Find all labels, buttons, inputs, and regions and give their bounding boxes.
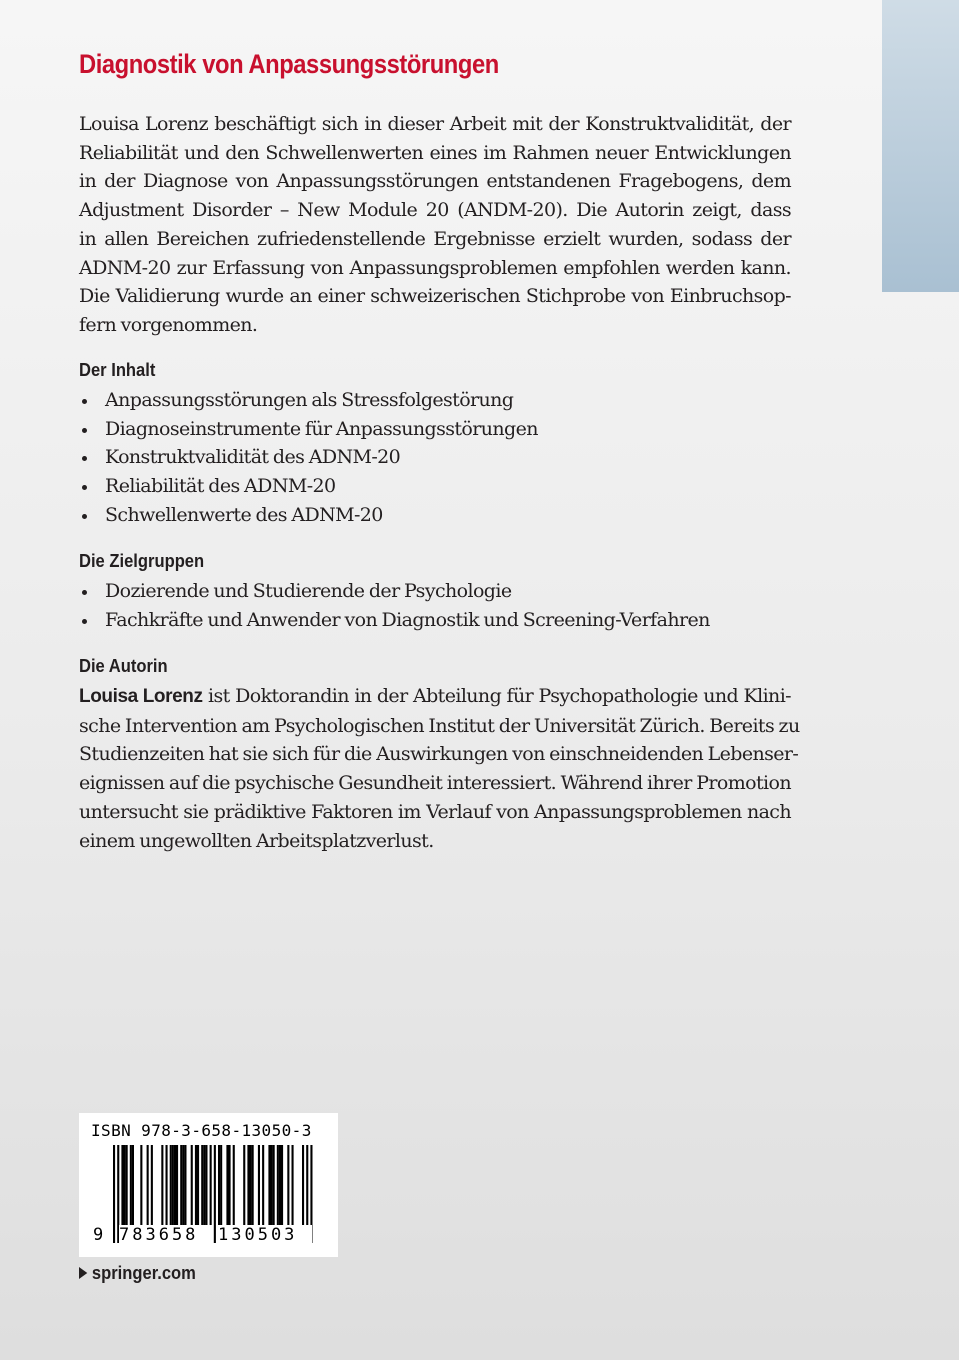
barcode-bar xyxy=(166,1145,168,1225)
barcode-bar xyxy=(132,1145,134,1225)
publisher-url: springer.com xyxy=(91,1263,196,1283)
barcode-bar xyxy=(218,1145,220,1225)
author-line: sche Intervention am Psychologischen Institut der Universität Zürich. Bereits zu xyxy=(79,714,800,737)
intro-line: Die Validierung wurde an einer schweizerischen Stichprobe von Einbruchsop- xyxy=(79,285,791,308)
list-item: Konstruktvalidität des ADNM-20 xyxy=(79,443,538,472)
barcode-bar xyxy=(147,1145,149,1225)
barcode-bar xyxy=(191,1145,193,1225)
barcode-bar xyxy=(130,1145,132,1225)
barcode-bar xyxy=(250,1145,252,1225)
intro-line: Adjustment Disorder – New Module 20 (ANDM-20). Die Autorin zeigt, dass xyxy=(79,199,791,222)
page-title: Diagnostik von Anpassungsstörungen xyxy=(79,49,499,79)
barcode-bar xyxy=(252,1145,254,1225)
barcode-bar xyxy=(182,1145,184,1225)
ean-left-digits: 783658 xyxy=(119,1225,213,1245)
section-heading-zielgruppen: Die Zielgruppen xyxy=(79,551,205,571)
author-line: einem ungewollten Arbeitsplatzverlust. xyxy=(79,829,434,852)
section-heading-autorin: Die Autorin xyxy=(79,656,168,676)
barcode-bar xyxy=(220,1145,222,1225)
barcode-bar xyxy=(302,1145,304,1225)
barcode-bar xyxy=(258,1145,260,1225)
barcode-bar xyxy=(174,1145,176,1225)
author-line xyxy=(79,682,791,712)
barcode-bar xyxy=(151,1145,153,1225)
barcode-bar xyxy=(279,1145,281,1225)
list-item: Schwellenwerte des ADNM-20 xyxy=(79,501,538,530)
barcode-bar xyxy=(197,1145,199,1225)
author-name: Louisa Lorenz xyxy=(79,686,203,707)
barcode-bar xyxy=(205,1145,207,1225)
barcode-bar xyxy=(292,1145,294,1225)
ean-right-digits: 130503 xyxy=(218,1225,312,1245)
intro-line: in der Diagnose von Anpassungsstörungen entstandenen Fragebogens, dem xyxy=(79,170,791,193)
intro-line: Louisa Lorenz beschäftigt sich in dieser Arbeit mit der Konstruktvalidität, der xyxy=(79,113,791,135)
list-item: Dozierende und Studierende der Psychologie xyxy=(79,577,710,606)
barcode-bar xyxy=(226,1145,228,1225)
author-line: Studienzeiten hat sie sich für die Auswirkungen von einschneidenden Lebenser- xyxy=(79,743,799,766)
barcode-bar xyxy=(214,1145,216,1243)
barcode-bar xyxy=(281,1145,283,1225)
barcode-bar xyxy=(121,1145,123,1225)
barcode-bar xyxy=(287,1145,289,1225)
author-line: eignissen auf die psychische Gesundheit interessiert. Während ihrer Promotion xyxy=(79,772,791,795)
barcode-bar xyxy=(184,1145,186,1225)
publisher-link[interactable] xyxy=(79,1261,196,1285)
intro-paragraph xyxy=(79,110,791,340)
barcode-bar xyxy=(247,1145,249,1225)
zielgruppen-list xyxy=(79,577,710,634)
barcode-bar xyxy=(273,1145,275,1225)
barcode-bar xyxy=(113,1145,115,1243)
barcode-bar xyxy=(124,1145,126,1225)
intro-line: Reliabilität und den Schwellenwerten eines im Rahmen neuer Entwicklungen xyxy=(79,141,791,164)
barcode-bar xyxy=(161,1145,163,1225)
isbn-label: ISBN 978-3-658-13050-3 xyxy=(91,1121,312,1140)
barcode-bar xyxy=(268,1145,270,1225)
barcode-bar xyxy=(243,1145,245,1225)
section-heading-inhalt: Der Inhalt xyxy=(79,360,156,380)
barcode-bar xyxy=(140,1145,142,1225)
barcode-bar xyxy=(233,1145,235,1225)
list-item: Diagnoseinstrumente für Anpassungsstörungen xyxy=(79,415,538,444)
barcode-bar xyxy=(203,1145,205,1225)
author-paragraph xyxy=(79,682,800,855)
intro-line: in allen Bereichen zufriedenstellende Ergebnisse erzielt wurden, sodass der xyxy=(79,227,791,250)
inhalt-list xyxy=(79,386,538,530)
intro-line: fern vorgenommen. xyxy=(79,313,258,336)
barcode-bar xyxy=(201,1145,203,1225)
barcode-bar xyxy=(126,1145,128,1225)
list-item: Reliabilität des ADNM-20 xyxy=(79,472,538,501)
barcode-bar xyxy=(180,1145,182,1225)
list-item: Fachkräfte und Anwender von Diagnostik und Screening-Verfahren xyxy=(79,606,710,635)
list-item: Anpassungsstörungen als Stressfolgestörung xyxy=(79,386,538,415)
author-line: untersucht sie prädiktive Faktoren im Verlauf von Anpassungsproblemen nach xyxy=(79,800,791,823)
barcode-bar xyxy=(277,1145,279,1225)
isbn-barcode xyxy=(79,1113,338,1257)
barcode-bar xyxy=(176,1145,178,1225)
ean-first-digit: 9 xyxy=(93,1225,104,1245)
barcode-bar xyxy=(195,1145,197,1225)
side-color-tab xyxy=(882,0,959,292)
arrow-icon xyxy=(79,1267,87,1279)
barcode-bar xyxy=(229,1145,231,1225)
intro-line: ADNM-20 zur Erfassung von Anpassungsproblemen empfohlen werden kann. xyxy=(79,256,791,279)
barcode-bar xyxy=(262,1145,264,1225)
barcode-bar xyxy=(172,1145,174,1225)
barcode-bar xyxy=(271,1145,273,1225)
barcode-bar xyxy=(170,1145,172,1225)
author-line-text: ist Doktorandin in der Abteilung für Psychopathologie und Klini- xyxy=(208,685,791,707)
